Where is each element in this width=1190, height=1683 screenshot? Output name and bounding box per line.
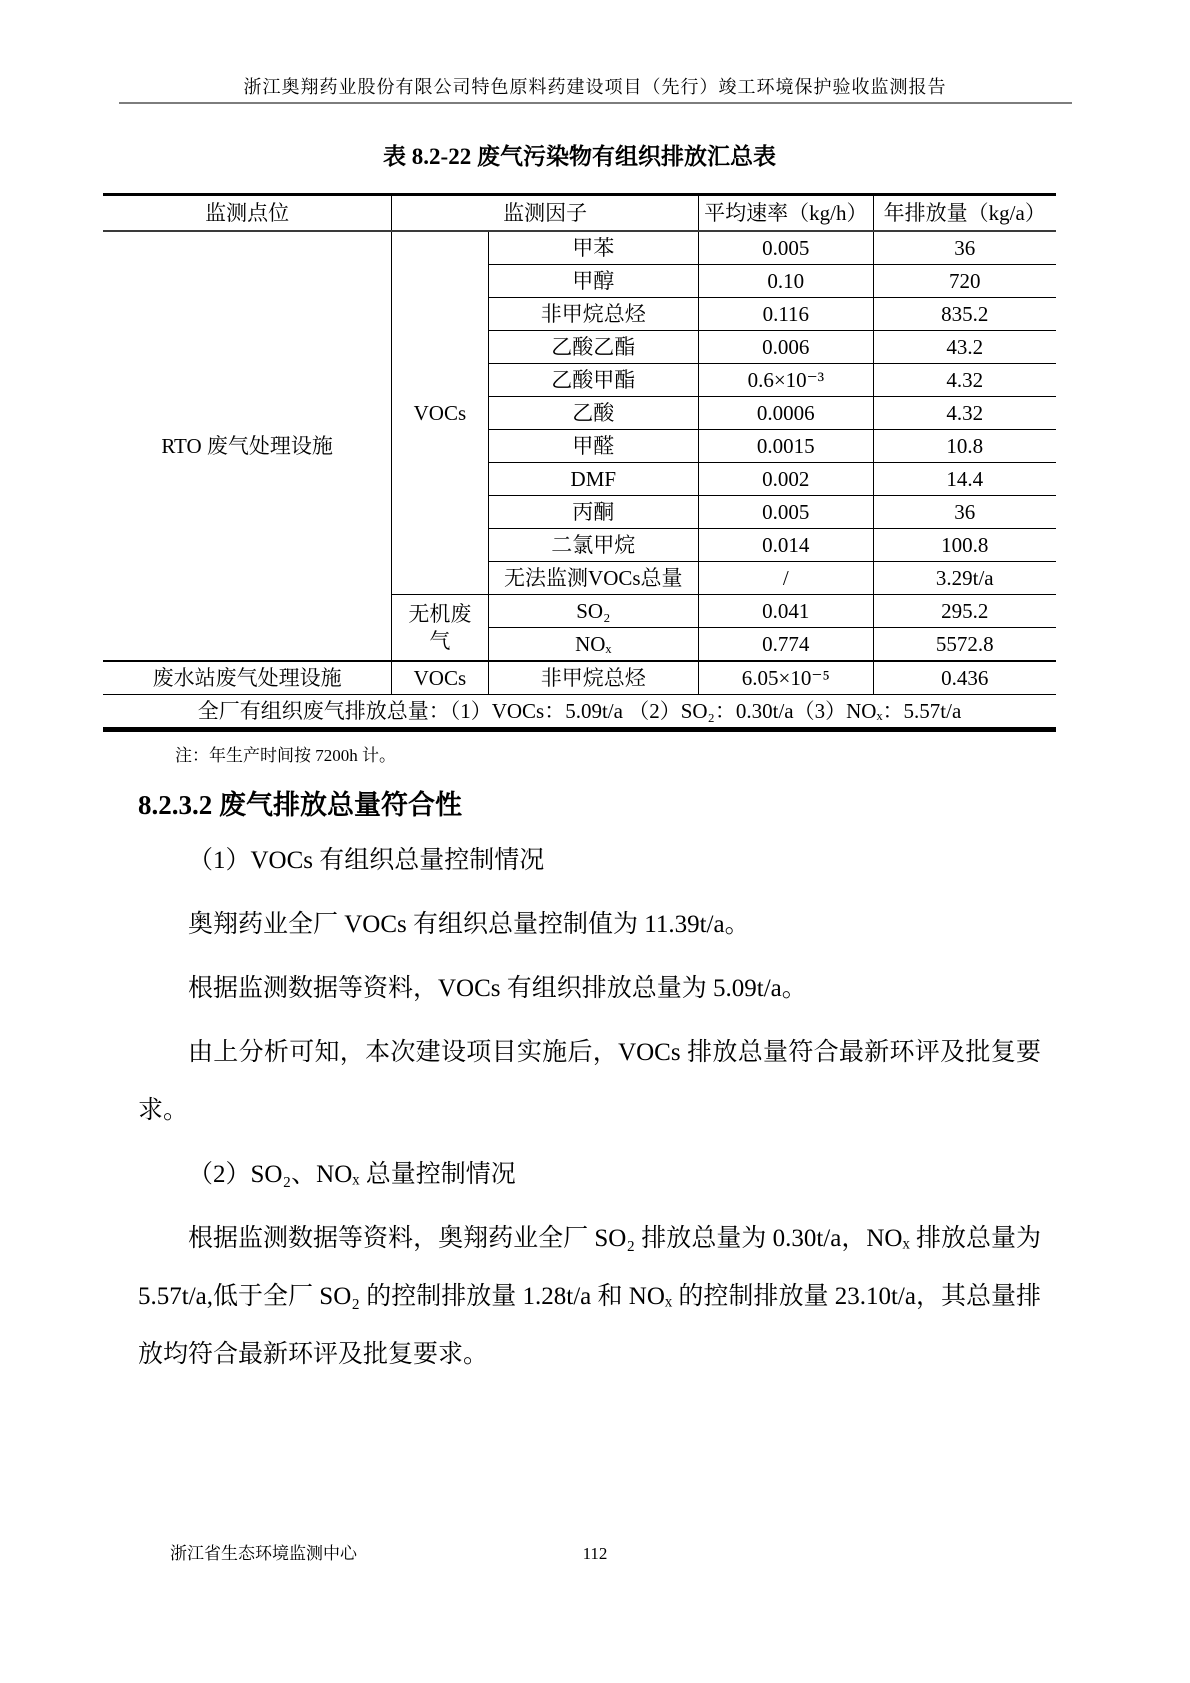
rate-cell: 0.006 bbox=[699, 331, 873, 364]
factor-cell: 非甲烷总烃 bbox=[488, 298, 699, 331]
rate-cell: 0.0006 bbox=[699, 397, 873, 430]
factor-cell: 非甲烷总烃 bbox=[488, 661, 699, 695]
factor-cell: 甲醛 bbox=[488, 430, 699, 463]
footer-org: 浙江省生态环境监测中心 bbox=[170, 1544, 357, 1563]
site-cell-wastewater: 废水站废气处理设施 bbox=[103, 661, 392, 695]
annual-cell: 43.2 bbox=[873, 331, 1056, 364]
rate-cell: 0.041 bbox=[699, 595, 873, 628]
annual-cell: 0.436 bbox=[873, 661, 1056, 695]
annual-cell: 5572.8 bbox=[873, 628, 1056, 662]
paragraph: 根据监测数据等资料，VOCs 有组织排放总量为 5.09t/a。 bbox=[188, 975, 807, 1002]
doc-header-title: 浙江奥翔药业股份有限公司特色原料药建设项目（先行）竣工环境保护验收监测报告 bbox=[243, 77, 947, 97]
annual-cell: 100.8 bbox=[873, 529, 1056, 562]
column-header-factor: 监测因子 bbox=[392, 195, 699, 232]
annual-cell: 720 bbox=[873, 265, 1056, 298]
annual-cell: 36 bbox=[873, 231, 1056, 265]
factor-cell: DMF bbox=[488, 463, 699, 496]
rate-cell: 0.0015 bbox=[699, 430, 873, 463]
annual-cell: 14.4 bbox=[873, 463, 1056, 496]
annual-cell: 835.2 bbox=[873, 298, 1056, 331]
rate-cell: 0.10 bbox=[699, 265, 873, 298]
rate-cell: 0.014 bbox=[699, 529, 873, 562]
paragraph: 奥翔药业全厂 VOCs 有组织总量控制值为 11.39t/a。 bbox=[188, 911, 750, 938]
factor-cell: 乙酸乙酯 bbox=[488, 331, 699, 364]
category-label: 无机废气 bbox=[408, 602, 472, 653]
table-total-row bbox=[103, 695, 1056, 730]
rate-cell: 0.6×10⁻³ bbox=[699, 364, 873, 397]
content-area bbox=[103, 142, 1056, 1384]
section-heading: 8.2.3.2 废气排放总量符合性 bbox=[138, 790, 462, 820]
table-note: 注：年生产时间按 7200h 计。 bbox=[175, 746, 396, 765]
factor-cell: 甲醇 bbox=[488, 265, 699, 298]
column-header-annual: 年排放量（kg/a） bbox=[873, 195, 1056, 232]
annual-cell: 295.2 bbox=[873, 595, 1056, 628]
rate-cell: 0.005 bbox=[699, 231, 873, 265]
factor-cell: 甲苯 bbox=[488, 231, 699, 265]
annual-cell: 36 bbox=[873, 496, 1056, 529]
factor-cell: SO₂ bbox=[488, 595, 699, 628]
annual-cell: 4.32 bbox=[873, 397, 1056, 430]
table-header-row bbox=[103, 195, 1056, 232]
rate-cell: 0.005 bbox=[699, 496, 873, 529]
emission-summary-table bbox=[103, 193, 1056, 732]
annual-cell: 4.32 bbox=[873, 364, 1056, 397]
rate-cell: / bbox=[699, 562, 873, 595]
factor-cell: 无法监测VOCs总量 bbox=[488, 562, 699, 595]
rate-cell: 6.05×10⁻⁵ bbox=[699, 661, 873, 695]
rate-cell: 0.116 bbox=[699, 298, 873, 331]
rate-cell: 0.002 bbox=[699, 463, 873, 496]
header-divider bbox=[119, 102, 1072, 104]
factor-cell: 丙酮 bbox=[488, 496, 699, 529]
total-row-cell: 全厂有组织废气排放总量：（1）VOCs：5.09t/a （2）SO₂：0.30t/a（3）NOₓ：5.57t/a bbox=[103, 695, 1056, 730]
factor-cell: 二氯甲烷 bbox=[488, 529, 699, 562]
site-cell-rto: RTO 废气处理设施 bbox=[103, 231, 392, 661]
paragraph: 根据监测数据等资料，奥翔药业全厂 SO₂ 排放总量为 0.30t/a，NOₓ 排放总量为 5.57t/a,低于全厂 SO₂ 的控制排放量 1.28t/a 和 NOₓ 的控制排放量 23.10t/a，其总量排放均符合最新环评及批复要求。 bbox=[138, 1225, 1041, 1368]
category-cell-inorganic bbox=[392, 595, 488, 662]
factor-cell: NOₓ bbox=[488, 628, 699, 662]
factor-cell: 乙酸 bbox=[488, 397, 699, 430]
body-text bbox=[138, 832, 1041, 1384]
table-row bbox=[103, 661, 1056, 695]
annual-cell: 3.29t/a bbox=[873, 562, 1056, 595]
category-cell-wastewater: VOCs bbox=[392, 661, 488, 695]
paragraph: （1）VOCs 有组织总量控制情况 bbox=[188, 847, 545, 874]
table-title: 表 8.2-22 废气污染物有组织排放汇总表 bbox=[383, 144, 776, 169]
page-footer bbox=[0, 1542, 1190, 1566]
paragraph: 由上分析可知，本次建设项目实施后，VOCs 排放总量符合最新环评及批复要求。 bbox=[138, 1039, 1041, 1124]
factor-cell: 乙酸甲酯 bbox=[488, 364, 699, 397]
table-row bbox=[103, 231, 1056, 265]
annual-cell: 10.8 bbox=[873, 430, 1056, 463]
rate-cell: 0.774 bbox=[699, 628, 873, 662]
paragraph: （2）SO₂、NOₓ 总量控制情况 bbox=[188, 1161, 516, 1188]
column-header-rate: 平均速率（kg/h） bbox=[699, 195, 873, 232]
category-cell-vocs: VOCs bbox=[392, 231, 488, 595]
column-header-site: 监测点位 bbox=[103, 195, 392, 232]
page-number: 112 bbox=[582, 1544, 608, 1563]
